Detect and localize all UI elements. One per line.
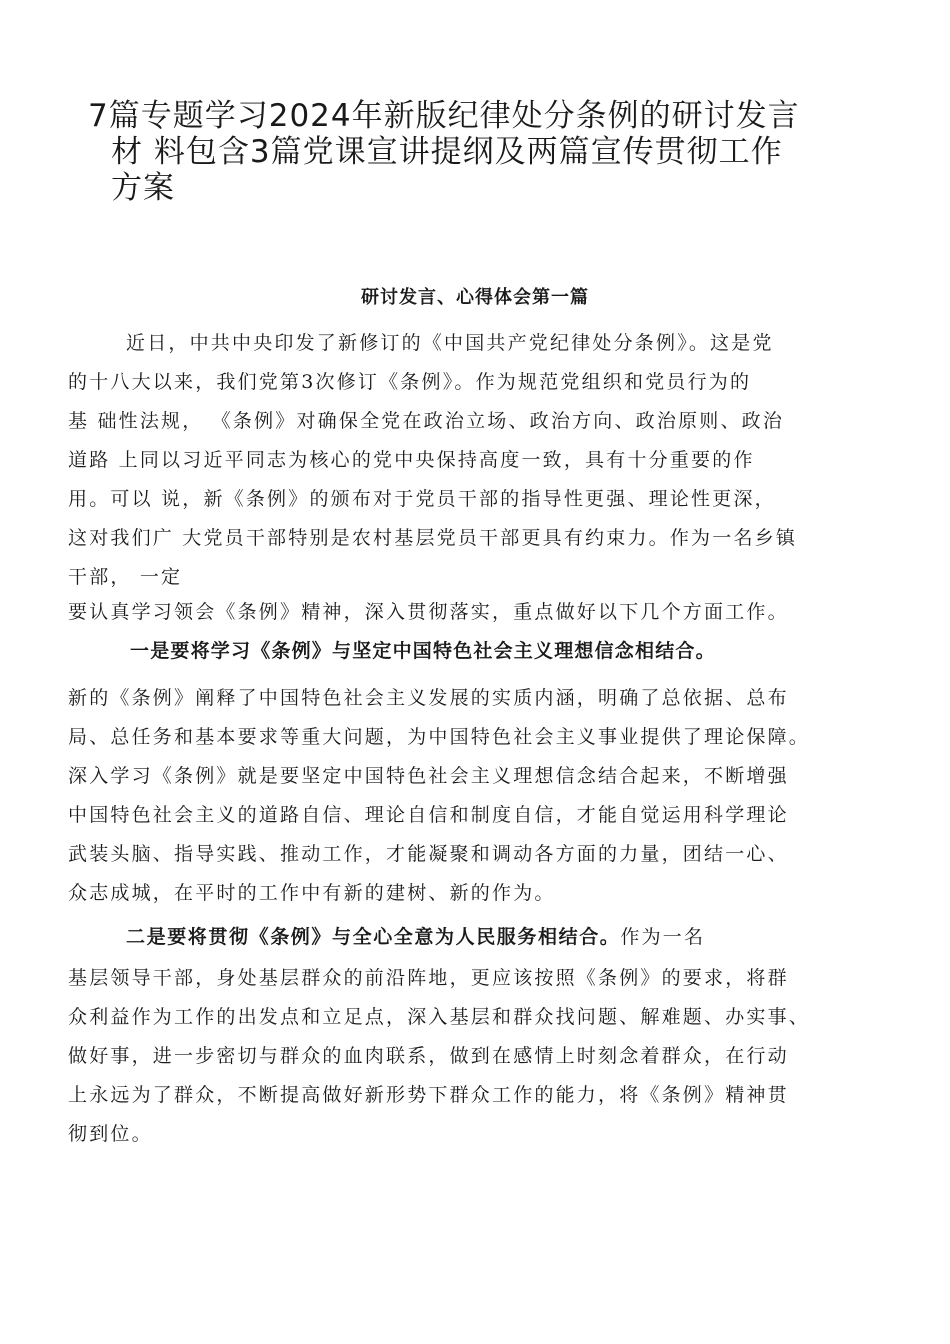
paragraph-line: 上永远为了群众，不断提高做好新形势下群众工作的能力，将《条例》精神贯 [68,1084,789,1106]
section-heading: 研讨发言、心得体会第一篇 [361,287,589,308]
paragraph-line: 用。可以 说，新《条例》的颁布对于党员干部的指导性更强、理论性更深， [68,488,776,510]
paragraph-line: 基 础性法规， 《条例》对确保全党在政治立场、政治方向、政治原则、政治 [68,410,785,432]
paragraph-line: 干部， 一定 [68,566,183,588]
paragraph-line: 新的《条例》阐释了中国特色社会主义发展的实质内涵，明确了总依据、总布 [68,687,789,709]
point-two-heading-line [126,924,705,950]
paragraph-line: 基层领导干部，身处基层群众的前沿阵地，更应该按照《条例》的要求，将群 [68,967,789,989]
paragraph-line: 这对我们广 大党员干部特别是农村基层党员干部更具有约束力。作为一名乡镇 [68,527,798,549]
paragraph-line: 深入学习《条例》就是要坚定中国特色社会主义理想信念结合起来，不断增强 [68,765,789,787]
paragraph-line: 众利益作为工作的出发点和立足点，深入基层和群众找问题、解难题、办实事、 [68,1006,811,1028]
point-two-heading: 二是要将贯彻《条例》与全心全意为人民服务相结合。 [126,926,621,948]
title-line: 7篇专题学习2024年新版纪律处分条例的研讨发言 [88,98,800,134]
paragraph-line: 众志成城，在平时的工作中有新的建树、新的作为。 [68,882,556,904]
point-two-heading-tail: 作为一名 [620,926,706,948]
paragraph-line: 中国特色社会主义的道路自信、理论自信和制度自信，才能自觉运用科学理论 [68,804,789,826]
paragraph-line: 武装头脑、指导实践、推动工作，才能凝聚和调动各方面的力量，团结一心、 [68,843,789,865]
paragraph-line: 彻到位。 [68,1123,153,1145]
paragraph-line: 局、总任务和基本要求等重大问题，为中国特色社会主义事业提供了理论保障。 [68,726,811,748]
document-title [88,98,878,206]
paragraph-line: 近日，中共中央印发了新修订的《中国共产党纪律处分条例》。这是党 [126,332,774,354]
title-line: 方案 [111,170,175,206]
point-one-heading: 一是要将学习《条例》与坚定中国特色社会主义理想信念相结合。 [130,640,716,662]
paragraph-line: 的十八大以来，我们党第3次修订《条例》。作为规范党组织和党员行为的 [68,371,752,393]
paragraph-line: 要认真学习领会《条例》精神，深入贯彻落实，重点做好以下几个方面工作。 [68,601,789,623]
paragraph-line: 做好事，进一步密切与群众的血肉联系，做到在感情上时刻念着群众，在行动 [68,1045,789,1067]
paragraph-line: 道路 上同以习近平同志为核心的党中央保持高度一致，具有十分重要的作 [68,449,755,471]
title-line: 材 料包含3篇党课宣讲提纲及两篇宣传贯彻工作 [111,134,783,170]
